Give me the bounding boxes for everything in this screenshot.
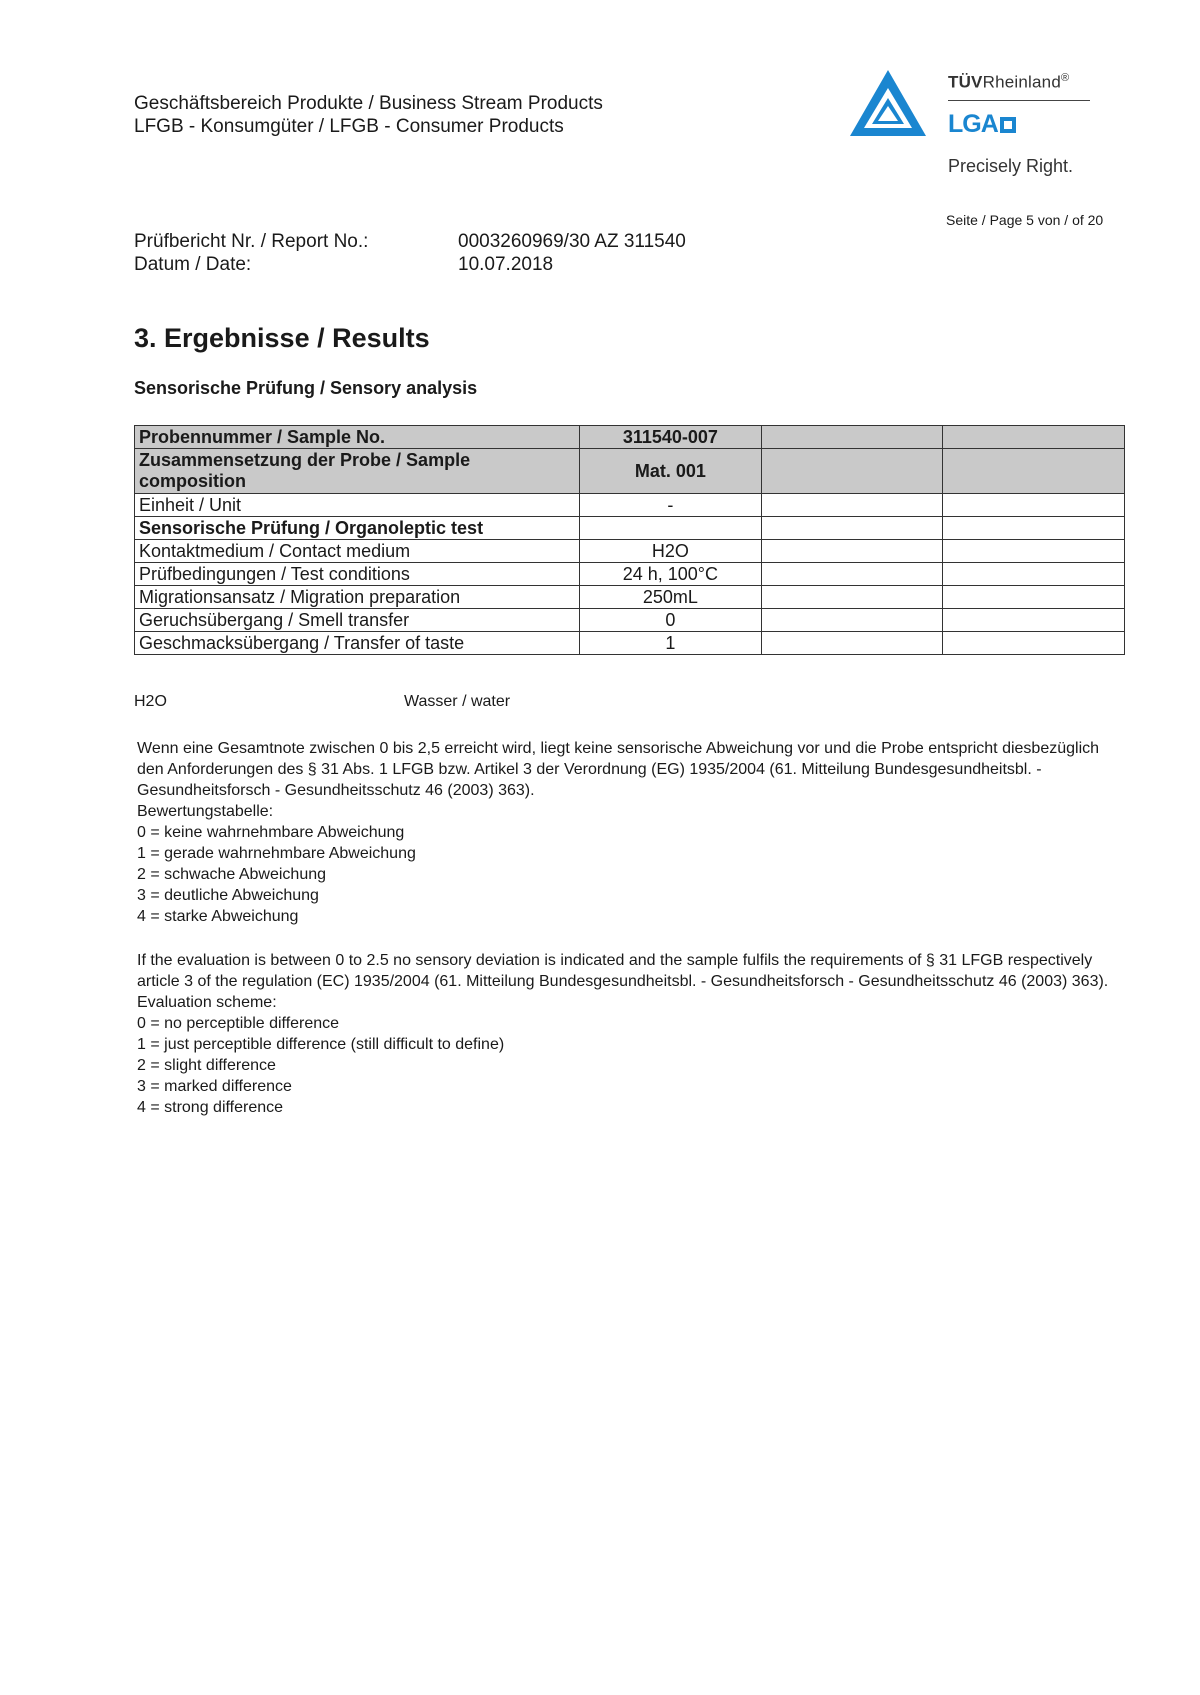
table-row xyxy=(135,563,1125,586)
german-scheme-item: 0 = keine wahrnehmbare Abweichung xyxy=(137,824,405,841)
smell-transfer-label: Geruchsübergang / Smell transfer xyxy=(135,609,580,632)
report-no-value: 0003260969/30 AZ 311540 xyxy=(458,231,686,252)
page-number: Seite / Page 5 von / of 20 xyxy=(946,212,1104,228)
table-row xyxy=(135,449,1125,494)
empty-cell xyxy=(943,586,1125,609)
page-title: 3. Ergebnisse / Results xyxy=(134,323,430,353)
empty-cell xyxy=(761,609,943,632)
migration-prep-label: Migrationsansatz / Migration preparation xyxy=(135,586,580,609)
german-scheme-item: 4 = starke Abweichung xyxy=(137,908,299,925)
tuv-rheinland-logo xyxy=(848,68,1128,188)
table-row xyxy=(135,517,1125,540)
english-scheme-item: 4 = strong difference xyxy=(137,1099,284,1116)
test-conditions-value: 24 h, 100°C xyxy=(579,563,761,586)
empty-cell xyxy=(761,540,943,563)
german-explanation xyxy=(137,738,1127,927)
triangle-logo-icon xyxy=(848,68,928,138)
section-title: Sensorische Prüfung / Sensory analysis xyxy=(134,378,478,398)
logo-tagline: Precisely Right. xyxy=(948,156,1074,176)
consumer-products-line: LFGB - Konsumgüter / LFGB - Consumer Products xyxy=(134,116,564,137)
contact-medium-value: H2O xyxy=(579,540,761,563)
table-row xyxy=(135,426,1125,449)
empty-cell xyxy=(761,586,943,609)
test-conditions-label: Prüfbedingungen / Test conditions xyxy=(135,563,580,586)
taste-transfer-value: 1 xyxy=(579,632,761,655)
date-label: Datum / Date: xyxy=(134,254,252,275)
sample-no-value: 311540-007 xyxy=(579,426,761,449)
german-scheme-title: Bewertungstabelle: xyxy=(137,803,274,820)
footnote-abbreviation: H2O xyxy=(134,693,167,710)
footnote-meaning: Wasser / water xyxy=(404,693,511,710)
lga-square-icon xyxy=(1000,117,1016,133)
empty-cell xyxy=(943,632,1125,655)
table-row xyxy=(135,586,1125,609)
report-no-label: Prüfbericht Nr. / Report No.: xyxy=(134,231,369,252)
lga-logo-text: LGA xyxy=(948,110,1016,139)
composition-label: Zusammensetzung der Probe / Sample composition xyxy=(135,449,580,494)
empty-cell xyxy=(761,563,943,586)
contact-medium-label: Kontaktmedium / Contact medium xyxy=(135,540,580,563)
table-row xyxy=(135,609,1125,632)
migration-prep-value: 250mL xyxy=(579,586,761,609)
empty-cell xyxy=(943,426,1125,449)
empty-cell xyxy=(761,517,943,540)
empty-cell xyxy=(943,540,1125,563)
empty-cell xyxy=(761,494,943,517)
empty-cell xyxy=(943,517,1125,540)
german-scheme-item: 2 = schwache Abweichung xyxy=(137,866,327,883)
english-scheme-item: 1 = just perceptible difference (still difficult to define) xyxy=(137,1036,505,1053)
empty-cell xyxy=(943,449,1125,494)
empty-cell xyxy=(943,609,1125,632)
table-row xyxy=(135,632,1125,655)
empty-cell xyxy=(943,494,1125,517)
unit-label: Einheit / Unit xyxy=(135,494,580,517)
empty-cell xyxy=(761,632,943,655)
german-scheme-item: 3 = deutliche Abweichung xyxy=(137,887,319,904)
english-explanation xyxy=(137,950,1127,1118)
organoleptic-value xyxy=(579,517,761,540)
logo-brand-text: TÜVRheinland® xyxy=(948,72,1070,92)
german-scheme-item: 1 = gerade wahrnehmbare Abweichung xyxy=(137,845,416,862)
english-scheme-item: 0 = no perceptible difference xyxy=(137,1015,340,1032)
english-intro: If the evaluation is between 0 to 2.5 no sensory deviation is indicated and the sample fulfils the requirements of § 31 LFGB respectively article 3 of the regulation (EC) 1935/2004 (61. Mitteilung Bundesgesundheitsbl. - Gesundheitsforsch - Gesundheitsschutz 46 (2003) 363). xyxy=(137,952,1109,990)
date-value: 10.07.2018 xyxy=(458,254,554,275)
german-intro: Wenn eine Gesamtnote zwischen 0 bis 2,5 erreicht wird, liegt keine sensorische Abweichung vor und die Probe entspricht diesbezüglich den Anforderungen des § 31 Abs. 1 LFGB bzw. Artikel 3 der Verordnung (EG) 1935/2004 (61. Mitteilung Bundesgesundheitsbl. - Gesundheitsforsch - Gesundheitsschutz 46 (2003) 363). xyxy=(137,740,1104,799)
taste-transfer-label: Geschmacksübergang / Transfer of taste xyxy=(135,632,580,655)
smell-transfer-value: 0 xyxy=(579,609,761,632)
empty-cell xyxy=(761,449,943,494)
logo-divider xyxy=(948,100,1090,101)
empty-cell xyxy=(943,563,1125,586)
table-row xyxy=(135,540,1125,563)
sample-no-label: Probennummer / Sample No. xyxy=(135,426,580,449)
composition-value: Mat. 001 xyxy=(579,449,761,494)
empty-cell xyxy=(761,426,943,449)
english-scheme-item: 3 = marked difference xyxy=(137,1078,292,1095)
english-scheme-title: Evaluation scheme: xyxy=(137,994,277,1011)
english-scheme-item: 2 = slight difference xyxy=(137,1057,276,1074)
table-row xyxy=(135,494,1125,517)
organoleptic-label: Sensorische Prüfung / Organoleptic test xyxy=(135,517,580,540)
business-stream-line: Geschäftsbereich Produkte / Business Stream Products xyxy=(134,93,603,114)
unit-value: - xyxy=(579,494,761,517)
results-table xyxy=(134,425,1125,655)
